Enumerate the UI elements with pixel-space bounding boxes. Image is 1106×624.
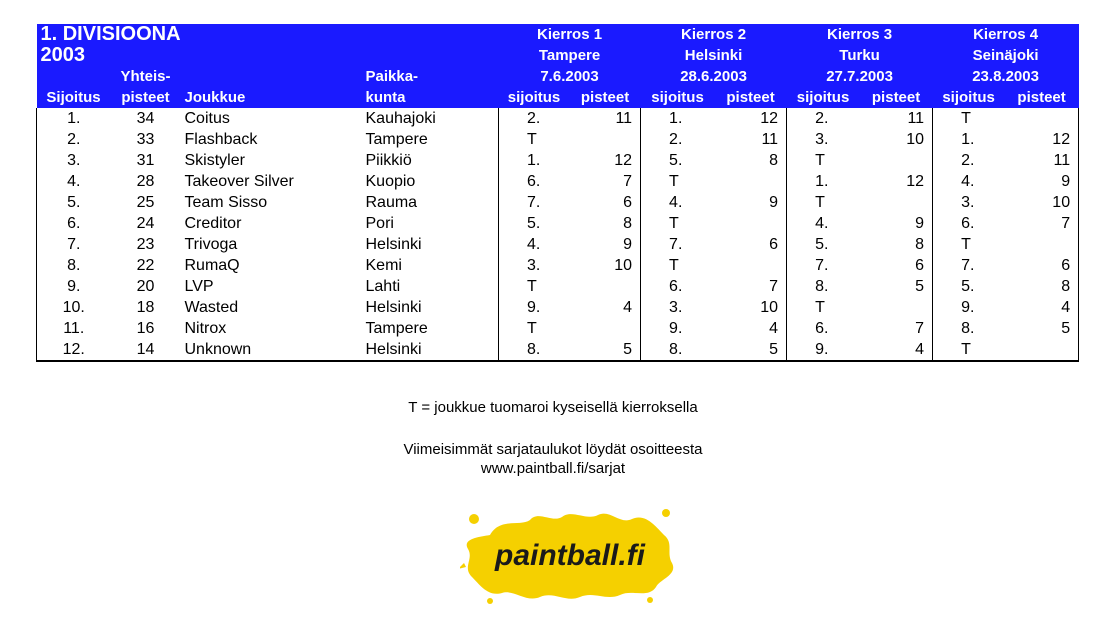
- total-points-cell: 28: [136, 173, 155, 190]
- round-2-points-cell: 7: [715, 276, 787, 297]
- team-name-cell: RumaQ: [184, 257, 240, 274]
- round-4-rank-cell: 7.: [961, 257, 975, 274]
- round-1-points-cell: 7: [570, 171, 641, 192]
- town-cell: Kauhajoki: [362, 108, 499, 129]
- round-4-rank-cell: 8.: [961, 320, 975, 337]
- rank-cell: 6.: [37, 213, 111, 234]
- round-3-rank-cell: 3.: [815, 131, 829, 148]
- round-1-points-cell: 12: [570, 150, 641, 171]
- table-row: [37, 129, 1079, 150]
- table-row: [37, 255, 1079, 276]
- rank-cell: 2.: [37, 129, 111, 150]
- round-1-points-cell: 9: [570, 234, 641, 255]
- round-1-name: Kierros 1: [499, 24, 641, 45]
- round-3-points-cell: 9: [860, 213, 933, 234]
- round-2-rank-cell: T: [669, 257, 679, 274]
- header-total-1: Yhteis-: [111, 66, 181, 87]
- round-2-points-cell: 10: [715, 297, 787, 318]
- round-1-date: 7.6.2003: [499, 66, 641, 87]
- round-1-rank-cell: T: [527, 320, 537, 337]
- round-4-rank-cell: T: [961, 110, 971, 127]
- town-cell: Pori: [362, 213, 499, 234]
- town-cell: Helsinki: [362, 297, 499, 318]
- team-name-cell: LVP: [184, 278, 214, 295]
- total-points-cell: 24: [136, 215, 155, 232]
- rank-cell: 9.: [37, 276, 111, 297]
- round-3-rank-cell: 7.: [815, 257, 829, 274]
- town-cell: Piikkiö: [362, 150, 499, 171]
- header-blank: [37, 66, 111, 87]
- round-2-points-cell: 11: [715, 129, 787, 150]
- round-2-rank-cell: 7.: [669, 236, 683, 253]
- round-3-name: Kierros 3: [787, 24, 933, 45]
- round-2-rank-cell: 9.: [669, 320, 683, 337]
- total-points-cell: 22: [136, 257, 155, 274]
- round-1-rank-cell: 8.: [499, 339, 570, 361]
- round-3-rank-cell: 9.: [787, 339, 860, 361]
- round-4-points-cell: 7: [1005, 213, 1079, 234]
- round-1-points-header: pisteet: [570, 87, 641, 108]
- info-line-1: Viimeisimmät sarjataulukot löydät osoitteesta: [403, 441, 703, 458]
- round-2-points-cell: 8: [715, 150, 787, 171]
- total-points-cell: 31: [136, 152, 155, 169]
- table-row: [37, 297, 1079, 318]
- round-3-points-cell: 12: [860, 171, 933, 192]
- round-2-name: Kierros 2: [641, 24, 787, 45]
- header-town-2: kunta: [362, 87, 499, 108]
- rank-cell: 7.: [37, 234, 111, 255]
- team-name-cell: Takeover Silver: [184, 173, 294, 190]
- round-2-points-header: pisteet: [715, 87, 787, 108]
- round-3-date: 27.7.2003: [787, 66, 933, 87]
- round-1-rank-cell: 9.: [527, 299, 541, 316]
- round-3-points-cell: [860, 150, 933, 171]
- header-row-3: [37, 66, 1079, 87]
- round-4-rank-cell: 1.: [961, 131, 975, 148]
- town-cell: Tampere: [362, 318, 499, 339]
- town-cell: Lahti: [362, 276, 499, 297]
- round-3-rank-cell: 8.: [815, 278, 829, 295]
- round-3-points-cell: [860, 297, 933, 318]
- round-2-rank-cell: T: [669, 173, 679, 190]
- round-2-rank-cell: 8.: [641, 339, 715, 361]
- round-4-rank-cell: 2.: [961, 152, 975, 169]
- table-row: [37, 213, 1079, 234]
- round-1-rank-cell: T: [527, 131, 537, 148]
- header-team: Joukkue: [181, 87, 362, 108]
- round-3-points-header: pisteet: [860, 87, 933, 108]
- total-points-cell: 20: [136, 278, 155, 295]
- round-1-rank-cell: 5.: [527, 215, 541, 232]
- round-1-points-cell: 10: [570, 255, 641, 276]
- team-name-cell: Flashback: [184, 131, 258, 148]
- round-4-points-cell: [1005, 108, 1079, 129]
- round-1-rank-cell: 7.: [527, 194, 541, 211]
- header-row-2: [37, 45, 1079, 66]
- header-total-2: pisteet: [111, 87, 181, 108]
- round-3-rank-cell: 1.: [815, 173, 829, 190]
- round-2-rank-cell: 3.: [669, 299, 683, 316]
- round-1-points-cell: 6: [570, 192, 641, 213]
- standings-table: [36, 24, 1079, 362]
- town-cell: Rauma: [362, 192, 499, 213]
- total-points-cell: 33: [136, 131, 155, 148]
- round-4-points-cell: 9: [1005, 171, 1079, 192]
- rank-cell: 1.: [37, 108, 111, 129]
- total-points-cell: 23: [136, 236, 155, 253]
- info-link[interactable]: www.paintball.fi/sarjat: [480, 460, 626, 477]
- round-4-points-cell: 5: [1005, 318, 1079, 339]
- round-4-points-cell: 4: [1005, 297, 1079, 318]
- total-points-cell: 18: [136, 299, 155, 316]
- round-2-rank-cell: T: [669, 215, 679, 232]
- rank-cell: 3.: [37, 150, 111, 171]
- round-1-rank-cell: 1.: [527, 152, 541, 169]
- paintball-logo: [460, 505, 680, 610]
- team-name-cell: Trivoga: [184, 236, 238, 253]
- logo-text: paintball.fi: [495, 539, 645, 572]
- table-row: [37, 276, 1079, 297]
- round-3-points-cell: 11: [860, 108, 933, 129]
- round-2-rank-cell: 6.: [669, 278, 683, 295]
- rank-cell: 12.: [37, 339, 111, 361]
- round-4-rank-cell: 3.: [961, 194, 975, 211]
- round-2-rank-cell: 4.: [669, 194, 683, 211]
- paint-splash-icon: [460, 505, 680, 605]
- team-name-cell: Coitus: [184, 110, 230, 127]
- team-name-cell: Unknown: [181, 339, 362, 361]
- team-name-cell: Team Sisso: [184, 194, 268, 211]
- round-1-rank-header: sijoitus: [499, 87, 570, 108]
- round-4-rank-cell: 9.: [961, 299, 975, 316]
- round-4-points-header: pisteet: [1005, 87, 1079, 108]
- round-3-rank-header: sijoitus: [787, 87, 860, 108]
- round-2-city: Helsinki: [641, 45, 787, 66]
- round-3-city: Turku: [787, 45, 933, 66]
- round-3-rank-cell: T: [815, 152, 825, 169]
- table-row: [37, 171, 1079, 192]
- header-row-1: [37, 24, 1079, 45]
- round-4-rank-cell: 6.: [961, 215, 975, 232]
- round-2-points-cell: 12: [715, 108, 787, 129]
- table-row: [37, 108, 1079, 129]
- round-1-points-cell: [570, 129, 641, 150]
- round-2-points-cell: 6: [715, 234, 787, 255]
- round-2-points-cell: 5: [715, 339, 787, 361]
- round-3-rank-cell: 6.: [815, 320, 829, 337]
- round-3-rank-cell: T: [815, 194, 825, 211]
- round-1-city: Tampere: [499, 45, 641, 66]
- town-cell: Kemi: [362, 255, 499, 276]
- footnote: T = joukkue tuomaroi kyseisellä kierroksella: [408, 399, 698, 416]
- round-4-points-cell: 11: [1005, 150, 1079, 171]
- total-points-cell: 16: [136, 320, 155, 337]
- round-4-name: Kierros 4: [933, 24, 1079, 45]
- round-2-date: 28.6.2003: [641, 66, 787, 87]
- round-4-points-cell: [1005, 339, 1079, 361]
- round-1-points-cell: [570, 276, 641, 297]
- round-4-points-cell: 8: [1005, 276, 1079, 297]
- round-1-points-cell: 4: [570, 297, 641, 318]
- town-cell: Helsinki: [362, 339, 499, 361]
- round-1-rank-cell: 2.: [527, 110, 541, 127]
- team-name-cell: Skistyler: [184, 152, 245, 169]
- round-4-rank-header: sijoitus: [933, 87, 1005, 108]
- table-row: [37, 318, 1079, 339]
- standings-body: [37, 108, 1079, 361]
- round-2-points-cell: [715, 255, 787, 276]
- round-2-rank-cell: 5.: [669, 152, 683, 169]
- round-2-points-cell: 4: [715, 318, 787, 339]
- round-3-rank-cell: T: [815, 299, 825, 316]
- round-1-points-cell: 5: [570, 339, 641, 361]
- round-4-city: Seinäjoki: [933, 45, 1079, 66]
- round-1-points-cell: 11: [570, 108, 641, 129]
- round-4-rank-cell: 4.: [961, 173, 975, 190]
- rank-cell: 5.: [37, 192, 111, 213]
- table-row: [37, 234, 1079, 255]
- round-1-points-cell: [570, 318, 641, 339]
- round-4-rank-cell: T: [961, 236, 971, 253]
- division-title: 1. DIVISIOONA: [37, 24, 499, 45]
- round-3-points-cell: 7: [860, 318, 933, 339]
- round-1-rank-cell: 4.: [527, 236, 541, 253]
- town-cell: Tampere: [362, 129, 499, 150]
- round-4-points-cell: [1005, 234, 1079, 255]
- team-name-cell: Wasted: [184, 299, 239, 316]
- round-3-points-cell: [860, 192, 933, 213]
- round-3-points-cell: 4: [860, 339, 933, 361]
- round-1-rank-cell: 3.: [527, 257, 541, 274]
- total-points-cell: 25: [136, 194, 155, 211]
- header-town-1: Paikka-: [362, 66, 499, 87]
- round-4-points-cell: 12: [1005, 129, 1079, 150]
- round-3-rank-cell: 2.: [815, 110, 829, 127]
- round-2-rank-cell: 2.: [669, 131, 683, 148]
- round-1-rank-cell: T: [527, 278, 537, 295]
- total-points-cell: 34: [136, 110, 155, 127]
- table-row: [37, 192, 1079, 213]
- round-3-points-cell: 8: [860, 234, 933, 255]
- round-4-points-cell: 10: [1005, 192, 1079, 213]
- team-name-cell: Creditor: [184, 215, 242, 232]
- standings-wrapper: [36, 24, 1078, 362]
- round-3-rank-cell: 5.: [815, 236, 829, 253]
- table-row: [37, 150, 1079, 171]
- rank-cell: 10.: [37, 297, 111, 318]
- team-name-cell: Nitrox: [184, 320, 227, 337]
- total-points-cell: 14: [111, 339, 181, 361]
- rank-cell: 11.: [37, 318, 111, 339]
- round-3-points-cell: 10: [860, 129, 933, 150]
- round-4-rank-cell: T: [933, 339, 1005, 361]
- header-rank: Sijoitus: [37, 87, 111, 108]
- round-2-rank-header: sijoitus: [641, 87, 715, 108]
- round-2-rank-cell: 1.: [669, 110, 683, 127]
- round-1-rank-cell: 6.: [527, 173, 541, 190]
- table-row: [37, 339, 1079, 361]
- season-year: 2003: [37, 45, 499, 66]
- round-2-points-cell: 9: [715, 192, 787, 213]
- header-row-4: [37, 87, 1079, 108]
- round-3-points-cell: 5: [860, 276, 933, 297]
- round-3-rank-cell: 4.: [815, 215, 829, 232]
- town-cell: Kuopio: [362, 171, 499, 192]
- round-4-points-cell: 6: [1005, 255, 1079, 276]
- round-2-points-cell: [715, 213, 787, 234]
- rank-cell: 4.: [37, 171, 111, 192]
- header-blank: [181, 66, 362, 87]
- round-1-points-cell: 8: [570, 213, 641, 234]
- round-4-rank-cell: 5.: [961, 278, 975, 295]
- round-4-date: 23.8.2003: [933, 66, 1079, 87]
- town-cell: Helsinki: [362, 234, 499, 255]
- round-2-points-cell: [715, 171, 787, 192]
- rank-cell: 8.: [37, 255, 111, 276]
- round-3-points-cell: 6: [860, 255, 933, 276]
